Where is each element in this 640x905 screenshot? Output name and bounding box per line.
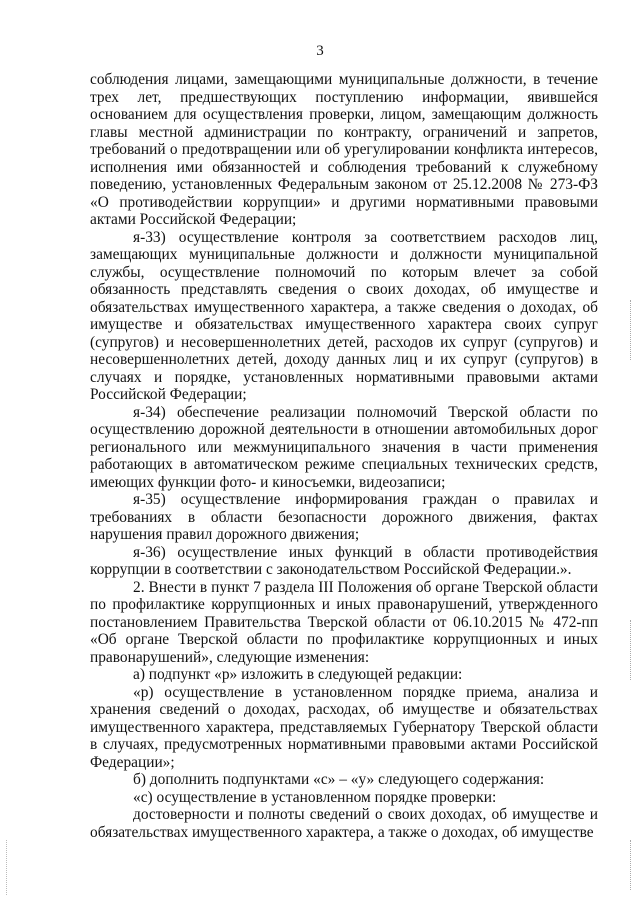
- paragraph-item-ya-33: я-33) осуществление контроля за соответствием расходов лиц, замещающих муниципальные должности и должности муниципальной службы, осуществление полномочий по которым влечет за собой обязанность представлять сведения о своих доходах, об имуществе и обязательствах имущественного характера, а также сведения о доходах, об имуществе и обязательствах имущественного характера своих супруг (супругов) и несовершеннолетних детей, расходов их супруг (супругов) и несовершеннолетних детей, доходу данных лиц и их супруг (супругов) в случаях и порядке, установленных нормативными правовыми актами Российской Федерации;: [90, 228, 598, 403]
- scan-edge-mark: [630, 620, 632, 680]
- paragraph-subitem-r: «р) осуществление в установленном порядке приема, анализа и хранения сведений о доходах, расходах, об имуществе и обязательствах имущественного характера, представляемых Губернатору Тверской области в случаях, предусмотренных нормативными правовыми актами Российской Федерации»;: [90, 683, 598, 771]
- scan-edge-mark: [630, 300, 632, 360]
- page-number: 3: [316, 43, 324, 59]
- paragraph-reliability: достоверности и полноты сведений о своих доходах, об имуществе и обязательствах имущественного характера, а также о доходах, об имуществе: [90, 806, 598, 841]
- scan-edge-mark: [6, 840, 7, 895]
- paragraph-subitem-s: «с) осуществление в установленном порядке проверки:: [133, 788, 497, 806]
- paragraph-subitem-a: а) подпункт «р» изложить в следующей редакции:: [133, 666, 463, 683]
- paragraph-point-2: 2. Внести в пункт 7 раздела III Положения об органе Тверской области по профилактике коррупционных и иных правонарушений, утвержденного постановлением Правительства Тверской области от 06.10.2015 № 472-пп «Об органе Тверской области по профилактике коррупционных и иных правонарушений», следующие изменения:: [90, 578, 598, 666]
- paragraph-item-ya-36: я-36) осуществление иных функций в области противодействия коррупции в соответствии с законодательством Российской Федерации.».: [90, 543, 598, 578]
- paragraph-continuation: соблюдения лицами, замещающими муниципальные должности, в течение трех лет, предшествующих поступлению информации, явившейся основанием для осуществления проверки, лицом, замещающим должность главы местной администрации по контракту, ограничений и запретов, требований о предотвращении или об урегулировании конфликта интересов, исполнения ими обязанностей и соблюдения требований к служебному поведению, установленных Федеральным законом от 25.12.2008 № 273-ФЗ «О противодействии коррупции» и другими нормативными правовыми актами Российской Федерации;: [90, 71, 598, 228]
- document-body: [90, 71, 598, 841]
- paragraph-item-ya-35: я-35) осуществление информирования граждан о правилах и требованиях в области безопасности дорожного движения, фактах нарушения правил дорожного движения;: [90, 491, 598, 543]
- paragraph-item-ya-34: я-34) обеспечение реализации полномочий Тверской области по осуществлению дорожной деятельности в отношении автомобильных дорог регионального или межмуниципального значения в части применения работающих в автоматическом режиме специальных технических средств, имеющих функции фото- и киносъемки, видеозаписи;: [90, 403, 598, 491]
- scan-edge-mark: [630, 840, 632, 890]
- paragraph-subitem-b: б) дополнить подпунктами «с» – «у» следующего содержания:: [133, 771, 545, 788]
